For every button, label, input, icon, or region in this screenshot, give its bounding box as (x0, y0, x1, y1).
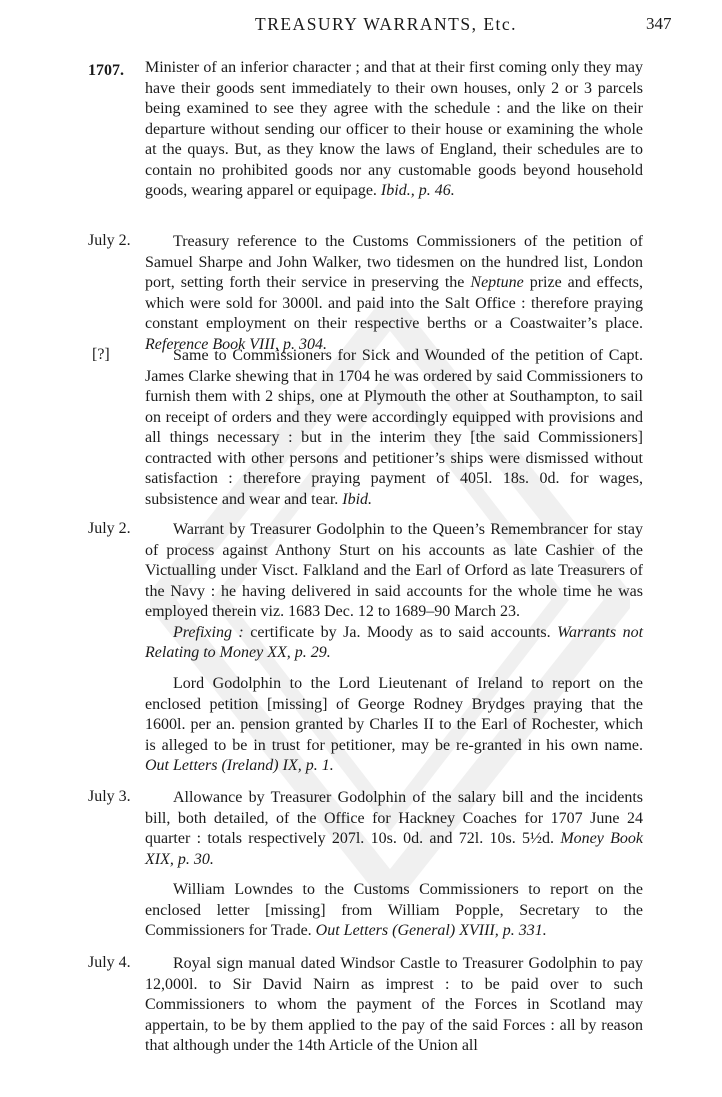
reference: Out Letters (General) XVIII, p. 331. (315, 922, 547, 939)
entry-continuation: Minister of an inferior character ; and that at their first coming only they may have their goods sent immediately to their own houses, only 2 or 3 parcels being examined to see they agree with the schedule : and the like on their departure without sending our officer to their house or examining the whole at the quays. But, as they know the laws of England, their schedules are to contain no prohibited goods nor any customable goods beyond household goods, wearing apparel or equipage. Ibid., p. 46. (145, 59, 643, 199)
entry-lowndes-letter: William Lowndes to the Customs Commissioners to report on the enclosed letter [missing] from William Popple, Secretary to the Commissioners for Trade. Out Letters (General) XVIII, p. 331. (145, 881, 643, 939)
reference: Warrants not Relating to Money XX, p. 29. (145, 623, 644, 661)
margin-date: July 3. (88, 788, 131, 805)
entry-hackney-coaches: Allowance by Treasurer Godolphin of the salary bill and the incidents bill, both detailed, of the Office for Hackney Coaches for 1707 June 24 quarter : totals respectively 207l. 10s. 0d. and 72l. 10s. 5½d. Money Book XIX, p. 30. (145, 789, 644, 868)
prefix-label: Prefixing : (173, 623, 244, 641)
entry-ireland-petition: Lord Godolphin to the Lord Lieutenant of Ireland to report on the enclosed petition [missing] of George Rodney Brydges praying that the 1600l. per an. pension granted by Charles II to the Earl of Rochester, which is alleged to be in trust for petitioner, may be re-granted in his own name. Out Letters (Ireland) IX, p. 1. (145, 675, 643, 774)
margin-date: July 2. (88, 232, 131, 249)
ship-name: Neptune (470, 274, 524, 291)
year-marker: 1707. (88, 62, 124, 79)
entry-warrant-sturt: Warrant by Treasurer Godolphin to the Queen’s Remembrancer for stay of process against Anthony Sturt on his accounts as late Cashier of the Victualling under Visct. Falkland and the Earl of Orford as late Treasurers of the Navy : he having delivered in said accounts for the whole time he was employed therein viz. 1683 Dec. 12 to 1689–90 March 23. Prefixing : certificate by Ja. Moody as to said accounts. Warrants not Relating to Money XX, p. 29. (145, 521, 644, 661)
reference: Ibid. (342, 490, 373, 508)
entry-customs-reference: Treasury reference to the Customs Commissioners of the petition of Samuel Sharpe and John Walker, two tidesmen on the hundred list, London port, setting forth their service in preserving the Neptune prize and effects, which were sold for 3000l. and paid into the Salt Office : therefore praying constant employment on their respective berths or a Coastwaiter’s place. Reference Book VIII, p. 304. (145, 233, 644, 353)
reference: Out Letters (Ireland) IX, p. 1. (145, 757, 334, 774)
reference: Ibid., p. 46. (380, 182, 455, 199)
reference: Money Book XIX, p. 30. (145, 830, 644, 868)
page-number: 347 (646, 14, 672, 33)
reference: Reference Book VIII, p. 304. (145, 335, 327, 353)
entry-sick-wounded: Same to Commissioners for Sick and Wounded of the petition of Capt. James Clarke shewing that in 1704 he was ordered by said Commissioners to furnish them with 2 ships, one at Plymouth the other at Southampton, to sail on receipt of orders and they were accordingly equipped with provisions and all things necessary : but in the interim they [the said Commissioners] contracted with other persons and petitioner’s ships were dismissed without satisfaction : therefore praying payment of 405l. 18s. 0d. for wages, subsistence and wear and tear. Ibid. (145, 347, 643, 508)
running-head: TREASURY WARRANTS, Etc. (255, 14, 518, 34)
margin-date: July 2. (88, 520, 131, 537)
margin-date: [?] (92, 346, 110, 363)
margin-date: July 4. (88, 954, 131, 971)
entry-royal-sign-manual: Royal sign manual dated Windsor Castle to Treasurer Godolphin to pay 12,000l. to Sir David Nairn as imprest : to be paid over to such Commissioners to whom the payment of the Forces in Scotland may appertain, to be by them applied to the pay of the said Forces : all by reason that although under the 14th Article of the Union all (145, 955, 643, 1054)
